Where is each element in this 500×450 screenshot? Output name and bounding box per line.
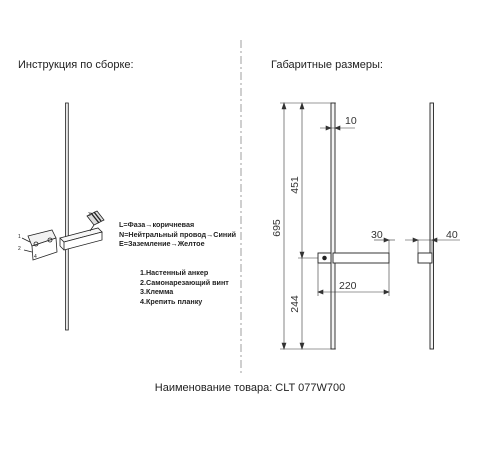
dim-label-arm-length: 220 <box>339 280 357 292</box>
front-view-arm <box>333 253 389 263</box>
assembly-step: 4.Крепить планку <box>140 296 203 306</box>
dim-label-upper-length: 451 <box>289 176 301 194</box>
dim-label-total-length: 695 <box>271 219 283 237</box>
side-view <box>418 103 434 349</box>
svg-text:3: 3 <box>88 212 91 218</box>
wiring-legend-line: N=Нейтральный провод→Синий <box>119 229 237 239</box>
dimensioned-lamp-front-view <box>318 103 389 349</box>
wiring-legend-line: E=Заземление→Желтое <box>119 239 205 249</box>
product-name: Наименование товара: CLT 077W700 <box>154 382 346 394</box>
side-view-arm <box>418 253 432 263</box>
side-view-rod <box>430 103 434 349</box>
lamp-assembly-illustration <box>22 103 104 330</box>
svg-text:4: 4 <box>34 254 37 260</box>
mounting-bracket <box>22 230 57 260</box>
dimensions-title: Габаритные размеры: <box>271 59 383 71</box>
dim-label-arm-thickness: 30 <box>371 229 383 241</box>
assembly-instructions-title: Инструкция по сборке: <box>18 59 134 71</box>
assembly-step: 3.Клемма <box>140 287 174 297</box>
dim-label-lower-length: 244 <box>289 295 301 313</box>
wiring-legend-line: L=Фаза→коричневая <box>119 220 195 229</box>
front-view-rod <box>331 103 335 349</box>
lamp-rod <box>66 103 69 330</box>
dim-label-rod-width: 10 <box>345 115 357 127</box>
assembly-step: 2.Самонарезающий винт <box>140 277 229 287</box>
assembly-step: 1.Настенный анкер <box>140 268 209 277</box>
dim-label-side-depth: 40 <box>446 229 458 241</box>
svg-text:2: 2 <box>18 246 21 252</box>
svg-text:1: 1 <box>18 234 21 240</box>
